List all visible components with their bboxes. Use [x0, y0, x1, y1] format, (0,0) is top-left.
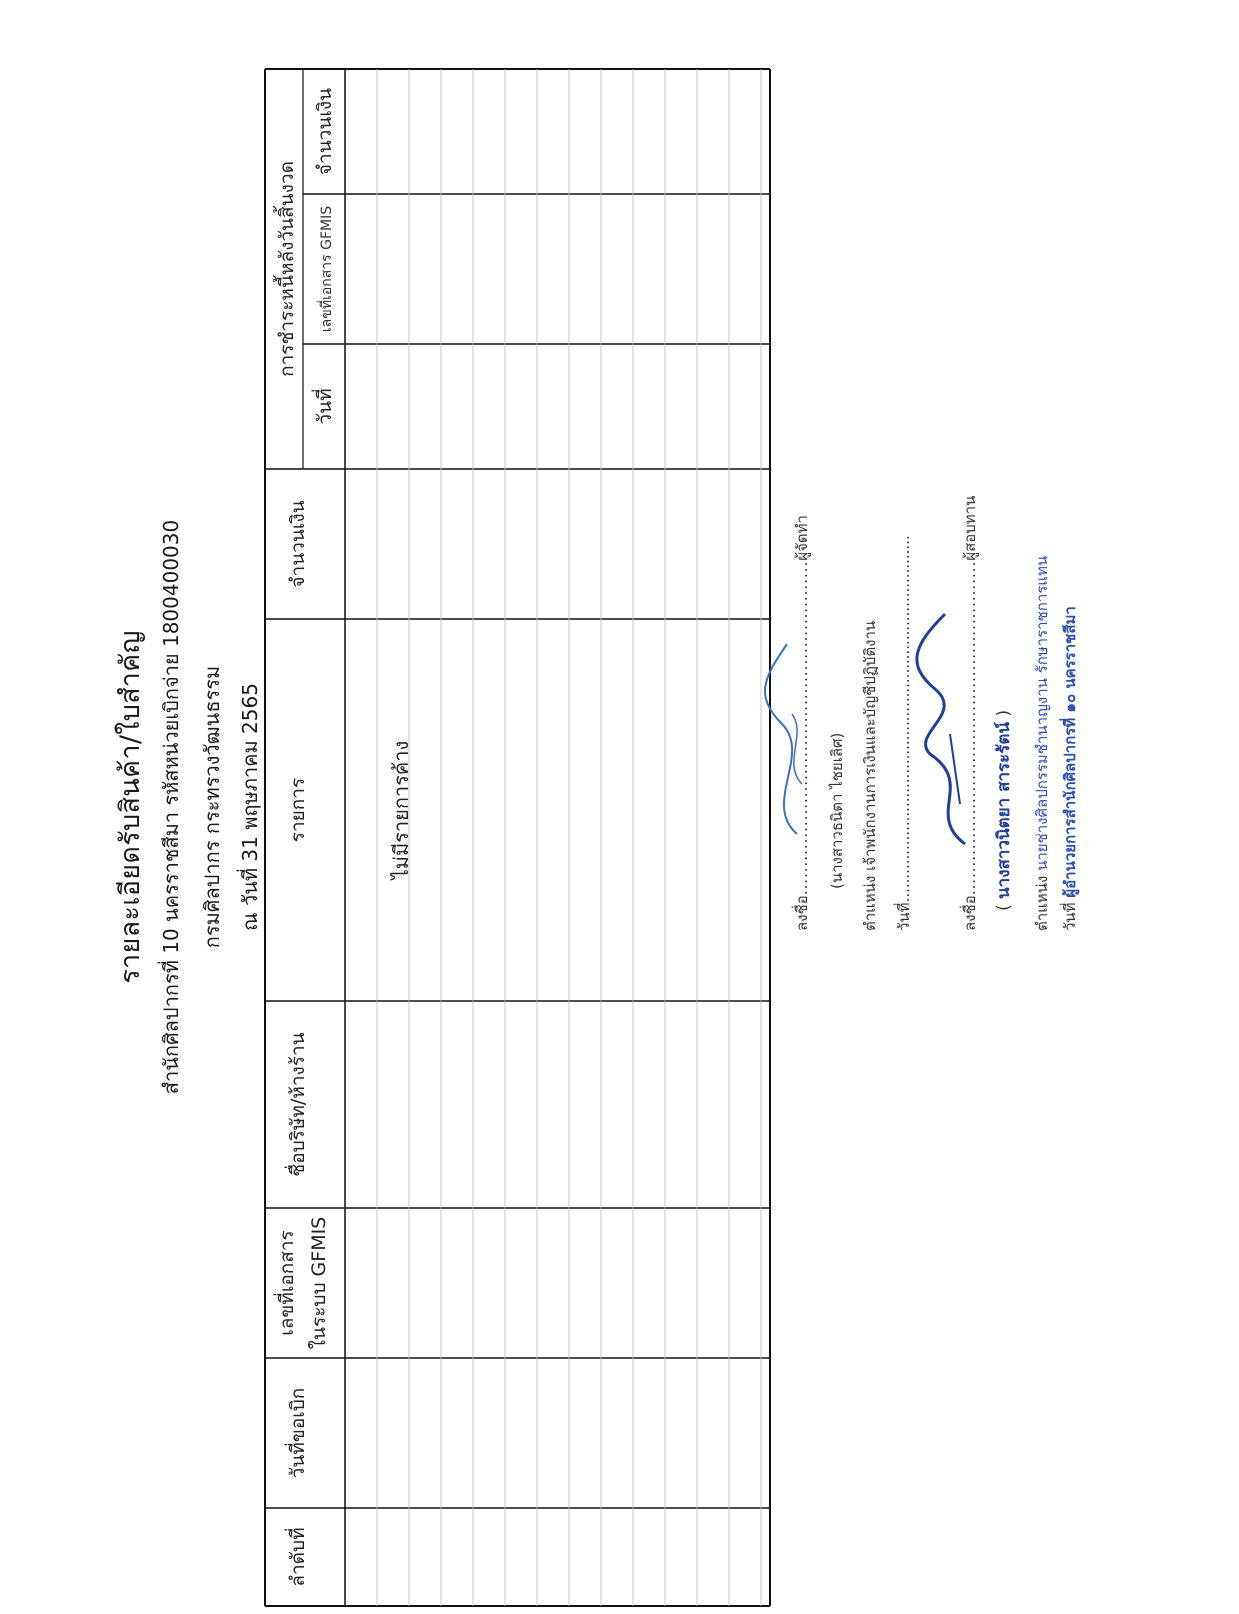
reviewer-name-line [990, 710, 1017, 911]
preparer-position: ตำแหน่ง เจ้าพนักงานการเงินและบัญชีปฏิบัติงาน [861, 620, 879, 931]
preparer-sign-label: ลงชื่อ [793, 895, 811, 931]
reviewer-date-label: วันที่ [1061, 902, 1079, 931]
reviewer-date-line [1058, 606, 1082, 931]
col-header-pay-date: วันที่ [314, 388, 336, 425]
reviewer-position-line [1030, 556, 1054, 931]
col-header-seq: ลำดับที่ [287, 1527, 309, 1587]
reviewer-name-open: ( [994, 904, 1014, 911]
col-header-pay-doc: เลขที่เอกสาร GFMIS [319, 205, 335, 333]
preparer-signature-mark [752, 634, 822, 844]
preparer-role: ผู้จัดทำ [793, 515, 811, 561]
reviewer-position-label: ตำแหน่ง [1033, 875, 1051, 931]
office-line: สำนักศิลปากรที่ 10 นครราชสีมา รหัสหน่วยเบิกจ่าย 1800400030 [159, 519, 183, 1095]
reviewer-sign-label: ลงชื่อ [961, 895, 979, 931]
document-title: รายละเอียดรับสินค้า/ใบสำคัญ [115, 630, 146, 984]
reviewer-role: ผู้สอบทาน [961, 495, 979, 561]
col-header-pay-amount: จำนวนเงิน [314, 87, 336, 176]
no-outstanding-items-note: ไม่มีรายการค้าง [389, 740, 413, 880]
reviewer-name: นางสาวนิตยา สาระรัตน์ [994, 721, 1014, 899]
preparer-date-label: วันที่ [895, 902, 913, 931]
preparer-sign-line: ลงชื่อ..........................................................ผู้จัดทำ [793, 515, 811, 931]
col-header-request-date: วันที่ขอเบิก [287, 1387, 309, 1479]
department-line: กรมศิลปากร กระทรวงวัฒนธรรม [200, 665, 224, 949]
reviewer-signature-mark [905, 604, 980, 854]
reviewer-office: ผู้อำนวยการสำนักศิลปากรที่ ๑๐ นครราชสีมา [1061, 606, 1079, 898]
col-header-payment-group: การชำระหนี้หลังวันสิ้นงวด [276, 161, 298, 377]
reviewer-name-close: ) [994, 709, 1014, 717]
col-header-amount: จำนวนเงิน [287, 500, 309, 588]
col-header-doc-no: เลขที่เอกสาร [276, 1230, 298, 1336]
col-header-doc-no-gfmis: ในระบบ GFMIS [308, 1216, 330, 1350]
preparer-date-line: วันที่............................................................................. [895, 535, 913, 931]
reviewer-position: นายช่างศิลปกรรมชำนาญงาน รักษาราชการแทน [1033, 555, 1051, 871]
preparer-name: (นางสาวธนิตา ไชยเลิศ) [828, 732, 846, 889]
reviewer-sign-line: ลงชื่อ..........................................................ผู้สอบทาน [961, 495, 979, 931]
col-header-vendor: ชื่อบริษัท/ห้างร้าน [287, 1032, 309, 1177]
col-header-item: รายการ [287, 777, 309, 843]
as-of-date: ณ วันที่ 31 พฤษภาคม 2565 [238, 683, 262, 931]
